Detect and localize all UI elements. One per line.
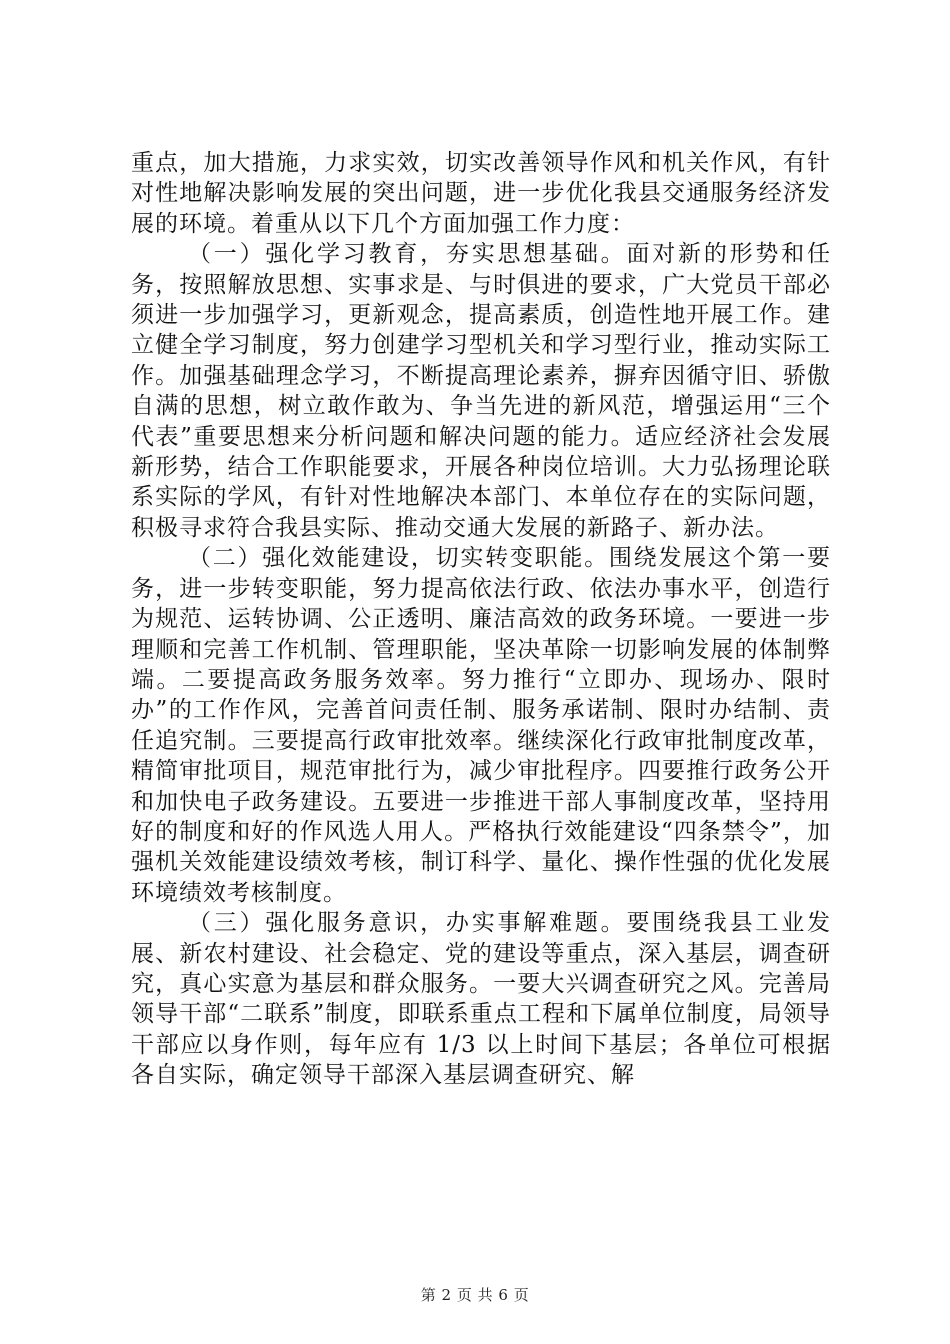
paragraph-3: （二）强化效能建设，切实转变职能。围绕发展这个第一要务，进一步转变职能，努力提高依法行政、依法办事水平，创造行为规范、运转协调、公正透明、廉洁高效的政务环境。一要进一步理顺和完善工作机制、管理职能，坚决革除一切影响发展的体制弊端。二要提高政务服务效率。努力推行“立即办、现场办、限时办”的工作作风，完善首问责任制、服务承诺制、限时办结制、责任追究制。三要提高行政审批效率。继续深化行政审批制度改革，精简审批项目，规范审批行为，减少审批程序。四要推行政务公开和加快电子政务建设。五要进一步推进干部人事制度改革，坚持用好的制度和好的作风选人用人。严格执行效能建设“四条禁令”，加强机关效能建设绩效考核，制订科学、量化、操作性强的优化发展环境绩效考核制度。 bbox=[131, 545, 831, 906]
paragraph-4: （三）强化服务意识，办实事解难题。要围绕我县工业发展、新农村建设、社会稳定、党的建设等重点，深入基层，调查研究，真心实意为基层和群众服务。一要大兴调查研究之风。完善局领导干部“二联系”制度，即联系重点工程和下属单位制度，局领导干部应以身作则，每年应有 1/3 以上时间下基层；各单位可根据各自实际，确定领导干部深入基层调查研究、解 bbox=[131, 910, 831, 1089]
paragraph-1: 重点，加大措施，力求实效，切实改善领导作风和机关作风，有针对性地解决影响发展的突出问题，进一步优化我县交通服务经济发展的环境。着重从以下几个方面加强工作力度： bbox=[131, 150, 831, 237]
page-footer: 第 2 页 共 6 页 bbox=[420, 1286, 530, 1304]
paragraph-2: （一）强化学习教育，夯实思想基础。面对新的形势和任务，按照解放思想、实事求是、与时俱进的要求，广大党员干部必须进一步加强学习，更新观念，提高素质，创造性地开展工作。建立健全学习制度，努力创建学习型机关和学习型行业，推动实际工作。加强基础理念学习，不断提高理论素养，摒弃因循守旧、骄傲自满的思想，树立敢作敢为、争当先进的新风范，增强运用“三个代表”重要思想来分析问题和解决问题的能力。适应经济社会发展新形势，结合工作职能要求，开展各种岗位培训。大力弘扬理论联系实际的学风，有针对性地解决本部门、本单位存在的实际问题，积极寻求符合我县实际、推动交通大发展的新路子、新办法。 bbox=[131, 241, 831, 541]
document-body bbox=[131, 148, 831, 1091]
